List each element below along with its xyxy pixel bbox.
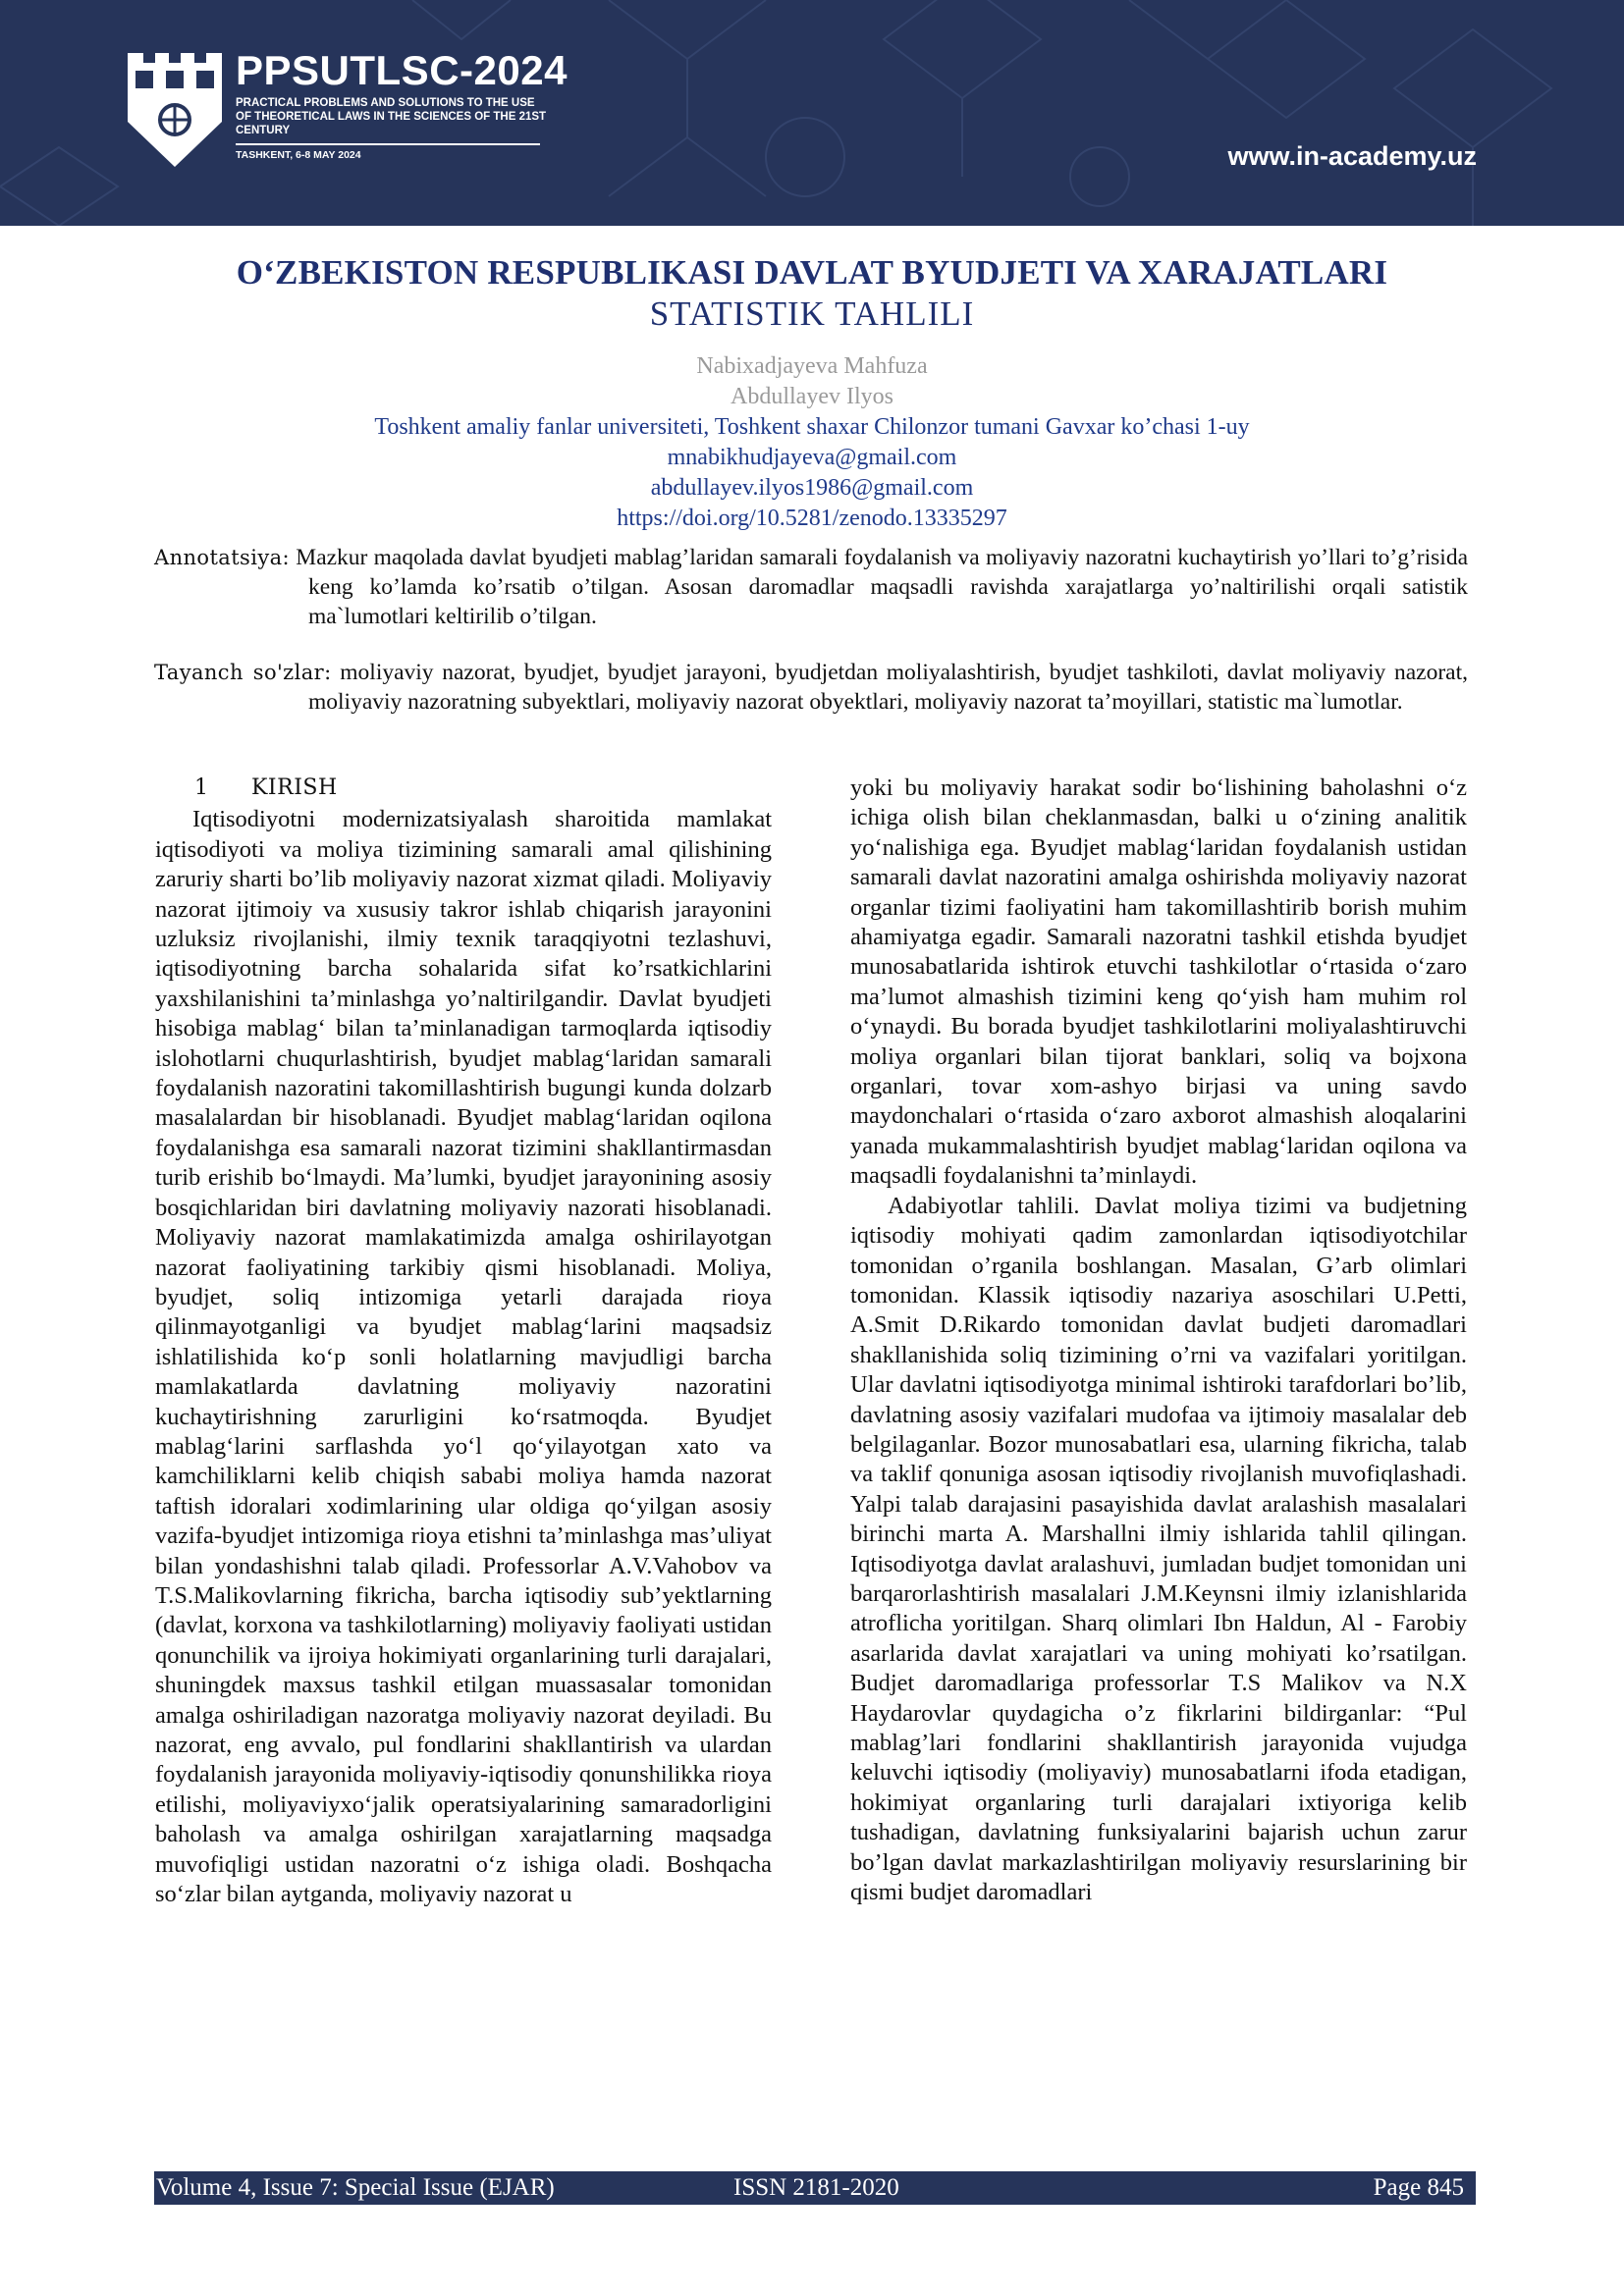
section-heading (155, 774, 772, 803)
conference-subtitle: PRACTICAL PROBLEMS AND SOLUTIONS TO THE USE OF THEORETICAL LAWS IN THE SCIENCES OF THE 21ST CENTURY (236, 97, 547, 136)
email-link[interactable]: mnabikhudjayeva@gmail.com (667, 445, 957, 470)
conference-banner (0, 0, 1624, 226)
footer-volume: Volume 4, Issue 7: Special Issue (EJAR) (156, 2174, 555, 2201)
page-footer (154, 2171, 1476, 2205)
abstract (154, 543, 1468, 631)
affiliation: Toshkent amaliy fanlar universiteti, Toshkent shaxar Chilonzor tumani Gavxar ko’chasi 1-uy (374, 414, 1250, 440)
author-block (0, 351, 1624, 534)
keywords-label: Tayanch so'zlar: (154, 661, 332, 684)
body-paragraph: Adabiyotlar tahlili. Davlat moliya tizimi va budjetning iqtisodiy mohiyati qadim zamonlardan iqtisodiyotchilar tomonidan o’rganila boshlangan. Masalan, G’arb olimlari tomonidan. Klassik iqtisodiy nazariya asoschilari U.Petti, A.Smit D.Rikardo tomonidan davlat budjeti daromadlari shakllanishida soliq tizimining o’rni va vazifalari yoritilgan. Ular davlatni iqtisodiyotga minimal ishtiroki tarafdorlari bo’lib, davlatning asosiy vazifalari mudofaa va ijtimoiy masalalar deb belgilaganlar. Bozor munosabatlari esa, ularning fikricha, talab va taklif qonuniga asosan iqtisodiy rivojlanish muvofiqlashadi. Yalpi talab darajasini pasayishida davlat aralashish masalalari birinchi marta A. Marshallni ilmiy ishlarida tahlil qilingan. Iqtisodiyotga davlat aralashuvi, jumladan budjet tomonidan uni barqarorlashtirish masalalari J.M.Keynsni ilmiy izlanishlarida atroflicha yoritilgan. Sharq olimlari Ibn Haldun, Al - Farobiy asarlarida davlat xarajatlari va uning mohiyati ko’rsatilgan. Budjet daromadlariga professorlar T.S Malikov va N.X Haydarovlar quydagicha o’z fikrlarini bildirganlar: “Pul mablag’lari fondlarini shakllantirish jarayonida vujudga keluvchi iqtisodiy (moliyaviy) munosabatlarni ifoda etadigan, hokimiyat organlaring turli darajalari ixtiyoriga kelib tushadigan, davlatning funksiyalarini bajarish uchun zarur bo’lgan davlat markazlashtirilgan moliyaviy resurslarining bir qismi budjet daromadlari (850, 1192, 1467, 1906)
doi-link[interactable]: https://doi.org/10.5281/zenodo.13335297 (617, 506, 1007, 531)
footer-page-number: Page 845 (1373, 2174, 1464, 2201)
footer-issn: ISSN 2181-2020 (733, 2174, 899, 2201)
section-number: 1 (194, 775, 209, 800)
body-paragraph: Iqtisodiyotni modernizatsiyalash sharoitida mamlakat iqtisodiyoti va moliya tizimining samarali amal qilishining zaruriy sharti bo’lib moliyaviy nazorat xizmat qiladi. Moliyaviy nazorat ijtimoiy va xususiy takror ishlab chiqarish jarayonini uzluksiz rivojlanishi, ilmiy texnik taraqqiyotni tezlashuvi, iqtisodiyotning barcha sohalarida sifat ko’rsatkichlarini yaxshilanishini ta’minlashga yo’naltirilgandir. Davlat byudjeti hisobiga mablag‘ bilan ta’minlanadigan tarmoqlarda iqtisodiy islohotlarni chuqurlashtirish, byudjet mablag‘laridan samarali foydalanish nazoratini takomillashtirish bugungi kunda dolzarb masalalardan bir hisoblanadi. Byudjet mablag‘laridan oqilona foydalanishga esa samarali nazorat tizimini shakllantirmasdan turib erishib bo‘lmaydi. Ma’lumki, byudjet jarayonining asosiy bosqichlaridan biri davlatning moliyaviy nazorati hisoblanadi. Moliyaviy nazorat mamlakatimizda amalga oshirilayotgan nazorat faoliyatining tarkibiy qismi hisoblanadi. Moliya, byudjet, soliq intizomiga yetarli darajada rioya qilinmayotganligi va byudjet mablag‘larini maqsadsiz ishlatilishida ko‘p sonli holatlarning mavjudligi barcha mamlakatlarda davlatning moliyaviy nazoratini kuchaytirishning zarurligini ko‘rsatmoqda. Byudjet mablag‘larini sarflashda yo‘l qo‘yilayotgan xato va kamchiliklarni kelib chiqish sababi moliya hamda nazorat taftish idoralari xodimlarining ular oldiga qo‘yilgan asosiy vazifa-byudjet intizomiga rioya etishni ta’minlashga mas’uliyat bilan yondashishni talab qiladi. Professorlar A.V.Vahobov va T.S.Malikovlarning fikricha, barcha iqtisodiy sub’yektlarning (davlat, korxona va tashkilotlarning) moliyaviy faoliyati ustidan qonunchilik va ijroiya hokimiyati organlarining turli darajalari, shuningdek maxsus tashkil etilgan muassasalar tomonidan amalga oshiriladigan nazoratga moliyaviy nazorat deyiladi. Bu nazorat, eng avvalo, pul fondlarini shakllantirish va ulardan foydalanish jarayonida moliyaviy-iqtisodiy qonunshilikka rioya etilishi, moliyaviyxo‘jalik operatsiyalarining samaradorligini baholash va amalga oshirilgan xarajatlarning maqsadga muvofiqligi ustidan nazoratni o‘z ishiga oladi. Boshqacha so‘zlar bilan aytganda, moliyaviy nazorat u (155, 806, 773, 1908)
abstract-text: Mazkur maqolada davlat byudjeti mablag’laridan samarali foydalanish va moliyaviy nazoratni kuchaytirish yo’llari to’g’risida keng ko’lamda ko’rsatib o’tilgan. Asosan daromadlar maqsadli ravishda xarajatlarga yo’naltirilishi orqali satistik ma`lumotlari keltirilib o’tilgan. (296, 545, 1469, 629)
email-link[interactable]: abdullayev.ilyos1986@gmail.com (650, 475, 974, 501)
keywords (154, 658, 1468, 717)
website-link[interactable]: www.in-academy.uz (1227, 141, 1477, 171)
paper-title-line2: STATISTIK TAHLILI (649, 294, 975, 333)
author-name: Nabixadjayeva Mahfuza (696, 353, 928, 379)
conference-logo-icon (126, 51, 224, 173)
banner-divider (236, 143, 540, 145)
body-paragraph: yoki bu moliyaviy harakat sodir bo‘lishining baholashni o‘z ichiga olish bilan cheklanmasdan, balki u o‘zining analitik yo‘nalishiga ega. Byudjet mablag‘laridan foydalanish ustidan samarali davlat nazoratini amalga oshirishda moliyaviy nazorat organlar tizimi faoliyatini ham takomillashtirib borish muhim ahamiyatga egadir. Samarali nazoratni tashkil etishda byudjet munosabatlarida ishtirok etuvchi tashkilotlar o‘rtasida o‘zaro ma’lumot almashish tizimini keng qo‘yish ham muhim rol o‘ynaydi. Bu borada byudjet tashkilotlarini moliyalashtiruvchi moliya organlari bilan tijorat banklari, soliq va bojxona organlari, tovar xom-ashyo birjasi va uning savdo maydonchalari o‘rtasida o‘zaro axborot almashish aloqalarini yanada mukammalashtirish byudjet mablag‘laridan oqilona va maqsadli foydalanishni ta’minlaydi. (850, 774, 1467, 1190)
paper-title-line1: O‘ZBEKISTON RESPUBLIKASI DAVLAT BYUDJETI VA XARAJATLARI (236, 253, 1388, 292)
abstract-label: Annotatsiya: (154, 546, 291, 569)
conference-title: PPSUTLSC-2024 (236, 47, 568, 93)
body-column-right (850, 774, 1467, 1907)
section-title: KIRISH (251, 775, 338, 800)
conference-date: TASHKENT, 6-8 MAY 2024 (236, 149, 361, 161)
author-name: Abdullayev Ilyos (731, 384, 893, 409)
keywords-text: moliyaviy nazorat, byudjet, byudjet jarayoni, byudjetdan moliyalashtirish, byudjet tashkiloti, davlat moliyaviy nazorat, moliyaviy nazoratning subyektlari, moliyaviy nazorat obyektlari, moliyaviy nazorat ta’moyillari, statistic ma`lumotlar. (308, 660, 1469, 715)
body-column-left (155, 774, 772, 1909)
